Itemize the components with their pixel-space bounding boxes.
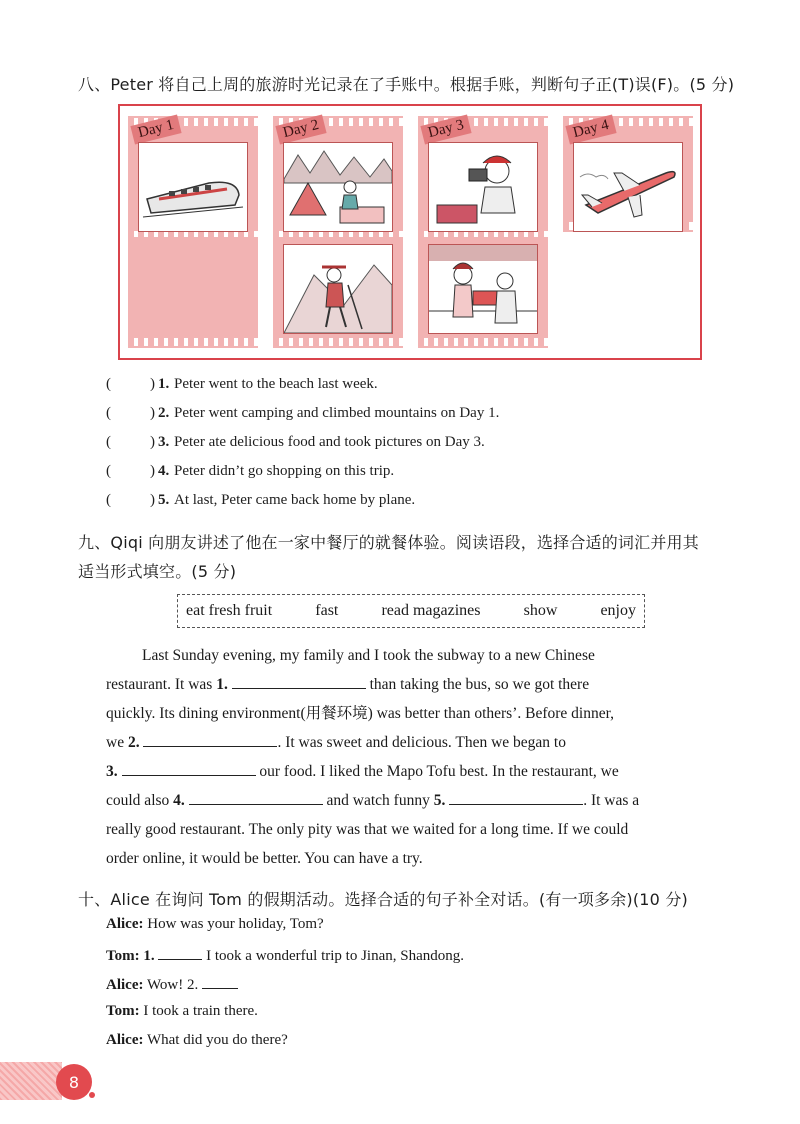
word-bank: [177, 594, 645, 628]
item-text: At last, Peter came back home by plane.: [174, 492, 416, 508]
word-option: show: [523, 602, 558, 619]
item-number: 2.: [158, 405, 170, 421]
word-option: read magazines: [381, 602, 481, 619]
word-option: enjoy: [600, 602, 636, 619]
section-9-heading: 九、Qiqi 向朋友讲述了他在一家中餐厅的就餐体验。阅读语段，选择合适的词汇并用其: [78, 533, 699, 552]
day-3-label: Day 3: [420, 114, 471, 144]
word-option: fast: [315, 602, 339, 619]
item-number: 1.: [158, 376, 170, 392]
speaker: Alice:: [106, 977, 144, 993]
blank-number: 3.: [106, 763, 118, 780]
film-strip-day2: [273, 116, 403, 348]
section-9-heading-cont: 适当形式填空。(5 分): [78, 562, 237, 581]
photo-picture: [428, 142, 538, 232]
passage-line: restaurant. It was 1. than taking the bus, so we got there: [106, 676, 590, 693]
camping-picture: [283, 142, 393, 232]
dialogue-blank-2[interactable]: [202, 974, 238, 989]
passage-line: order online, it would be better. You can have a try.: [106, 850, 423, 867]
plane-picture: [573, 142, 683, 232]
day-1-label: Day 1: [130, 114, 181, 144]
section-10-heading: 十、Alice 在询问 Tom 的假期活动。选择合适的句子补全对话。(有一项多余)(10 分): [78, 890, 688, 909]
page-number: 8: [56, 1064, 92, 1100]
journal-panel: [118, 104, 702, 360]
speaker: Alice:: [106, 916, 144, 932]
speaker: Alice:: [106, 1032, 144, 1048]
passage-line: 3. our food. I liked the Mapo Tofu best. In the restaurant, we: [106, 763, 619, 780]
page-corner-decoration: [0, 1062, 62, 1100]
blank-number: 5.: [433, 792, 446, 809]
climbing-picture: [283, 244, 393, 334]
item-number: 5.: [158, 492, 170, 508]
answer-blank-5[interactable]: [449, 790, 583, 805]
decor-dot: [89, 1092, 95, 1098]
passage-line: really good restaurant. The only pity was that we waited for a long time. If we could: [106, 821, 629, 838]
answer-blank-4[interactable]: [189, 790, 323, 805]
dialogue-line-1: Alice: How was your holiday, Tom?: [106, 916, 324, 932]
train-picture: [138, 142, 248, 232]
eating-picture: [428, 244, 538, 334]
item-text: Peter ate delicious food and took pictures on Day 3.: [174, 434, 485, 450]
passage-line: quickly. Its dining environment(用餐环境) was better than others’. Before dinner,: [106, 705, 615, 722]
speaker: Tom:: [106, 948, 140, 964]
item-number: 3.: [158, 434, 170, 450]
item-text: Peter went camping and climbed mountains on Day 1.: [174, 405, 500, 421]
film-strip-day1: [128, 116, 258, 348]
answer-blank-3[interactable]: [122, 761, 256, 776]
answer-blank-1[interactable]: [232, 674, 366, 689]
dialogue-line-3: Alice: Wow! 2.: [106, 974, 238, 994]
dialogue-line-2: Tom: 1. I took a wonderful trip to Jinan, Shandong.: [106, 945, 464, 965]
item-number: 4.: [158, 463, 170, 479]
blank-number: 4.: [173, 792, 185, 809]
film-strip-day3: [418, 116, 548, 348]
speaker: Tom:: [106, 1003, 140, 1019]
day-4-label: Day 4: [565, 114, 616, 144]
item-text: Peter went to the beach last week.: [174, 376, 378, 392]
section-8-heading: 八、Peter 将自己上周的旅游时光记录在了手账中。根据手账，判断句子正(T)误(F)。(5 分): [78, 75, 735, 94]
word-option: eat fresh fruit: [186, 602, 273, 619]
day-2-label: Day 2: [275, 114, 326, 144]
passage-line: Last Sunday evening, my family and I took the subway to a new Chinese: [142, 647, 595, 664]
item-text: Peter didn’t go shopping on this trip.: [174, 463, 395, 479]
passage: [106, 641, 720, 873]
answer-blank-2[interactable]: [143, 732, 277, 747]
dialogue-blank-1[interactable]: [158, 945, 202, 960]
blank-number: 2.: [127, 734, 140, 751]
blank-number: 1.: [216, 676, 228, 693]
passage-line: could also 4. and watch funny 5. . It was a: [106, 792, 640, 809]
dialogue-line-5: Alice: What did you do there?: [106, 1032, 288, 1048]
film-strip-day4: [563, 116, 693, 232]
dialogue-line-4: Tom: I took a train there.: [106, 1003, 258, 1019]
passage-line: we 2. . It was sweet and delicious. Then we began to: [106, 734, 566, 751]
